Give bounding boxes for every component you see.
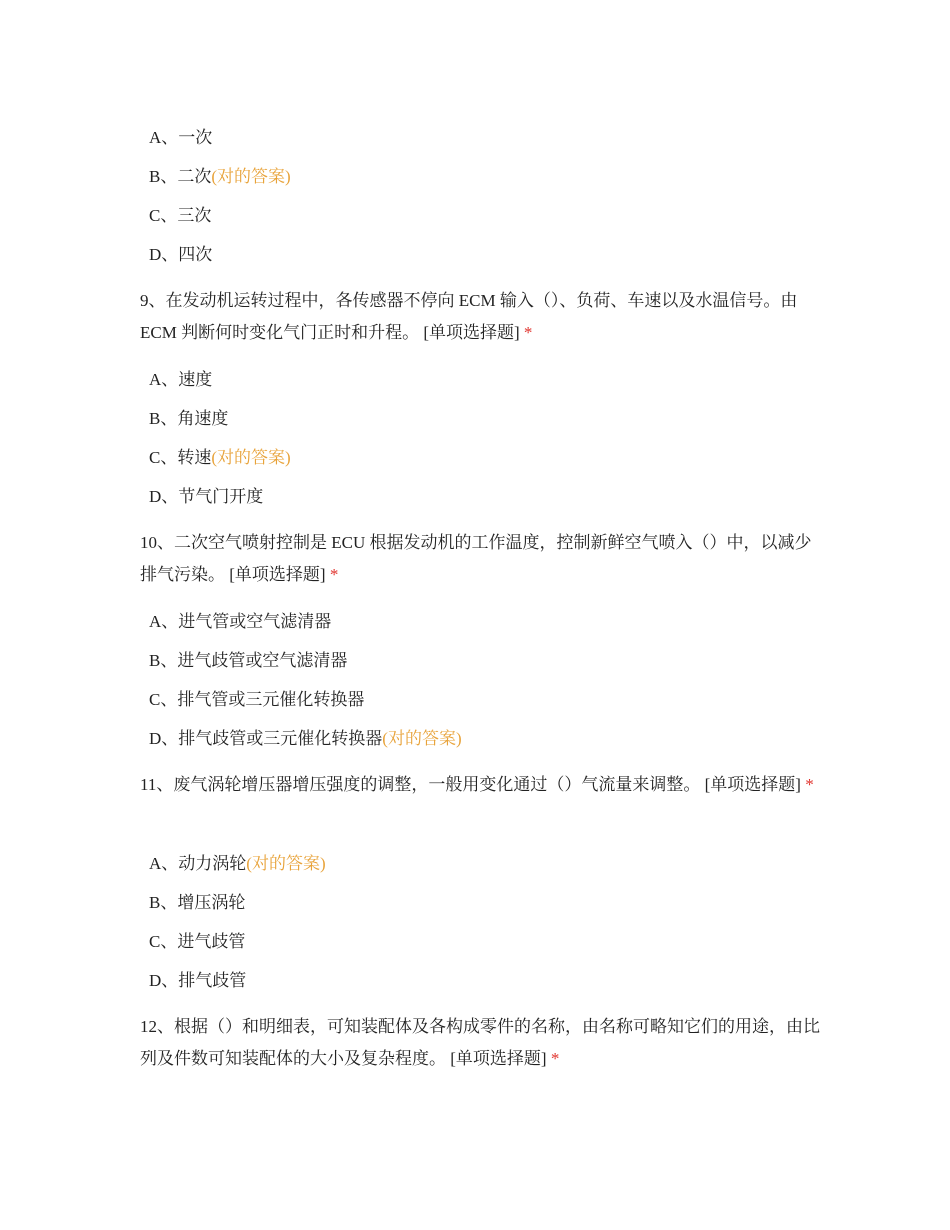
option-text: D、排气歧管 — [149, 971, 247, 990]
option-text: B、二次 — [149, 167, 212, 186]
required-mark: * — [550, 1049, 560, 1068]
correct-answer-mark: (对的答案) — [211, 448, 291, 467]
question-9 — [140, 285, 820, 349]
option-text: A、速度 — [149, 370, 213, 389]
option-text: C、三次 — [149, 206, 212, 225]
required-mark: * — [329, 565, 339, 584]
option-prev-c — [149, 205, 211, 227]
option-text: A、进气管或空气滤清器 — [149, 612, 332, 631]
question-text: 12、根据（）和明细表，可知装配体及各构成零件的名称，由名称可略知它们的用途，由比列及件数可知装配体的大小及复杂程度。 [单项选择题] — [140, 1017, 820, 1068]
option-q10-b — [149, 650, 347, 672]
required-mark: * — [805, 775, 814, 794]
option-q11-d — [149, 970, 246, 992]
question-text: 10、二次空气喷射控制是 ECU 根据发动机的工作温度，控制新鲜空气喷入（）中，以减少排气污染。 [单项选择题] — [140, 533, 812, 584]
option-text: B、进气歧管或空气滤清器 — [149, 651, 348, 670]
question-text: 11、废气涡轮增压器增压强度的调整，一般用变化通过（）气流量来调整。 [单项选择题] — [140, 775, 801, 794]
option-q11-b — [149, 892, 245, 914]
option-q9-d — [149, 486, 263, 508]
correct-answer-mark: (对的答案) — [211, 167, 291, 186]
option-text: A、动力涡轮 — [149, 854, 247, 873]
correct-answer-mark: (对的答案) — [246, 854, 326, 873]
option-q11-a — [149, 853, 326, 875]
option-text: A、一次 — [149, 128, 213, 147]
option-text: D、排气歧管或三元催化转换器 — [149, 729, 383, 748]
question-12 — [140, 1011, 820, 1075]
option-text: C、排气管或三元催化转换器 — [149, 690, 365, 709]
correct-answer-mark: (对的答案) — [382, 729, 462, 748]
option-text: B、角速度 — [149, 409, 229, 428]
option-q11-c — [149, 931, 245, 953]
option-text: B、增压涡轮 — [149, 893, 246, 912]
option-q9-b — [149, 408, 228, 430]
option-text: D、四次 — [149, 245, 213, 264]
question-11 — [140, 769, 820, 801]
option-q10-d — [149, 728, 462, 750]
option-text: D、节气门开度 — [149, 487, 264, 506]
option-prev-a — [149, 127, 212, 149]
option-q9-c — [149, 447, 291, 469]
required-mark: * — [523, 323, 533, 342]
option-q10-a — [149, 611, 331, 633]
question-10 — [140, 527, 820, 591]
option-q9-a — [149, 369, 212, 391]
option-prev-d — [149, 244, 212, 266]
option-prev-b — [149, 166, 291, 188]
option-q10-c — [149, 689, 364, 711]
option-text: C、进气歧管 — [149, 932, 246, 951]
question-text: 9、在发动机运转过程中，各传感器不停向 ECM 输入（）、负荷、车速以及水温信号。由 ECM 判断何时变化气门正时和升程。 [单项选择题] — [140, 291, 798, 342]
option-text: C、转速 — [149, 448, 212, 467]
